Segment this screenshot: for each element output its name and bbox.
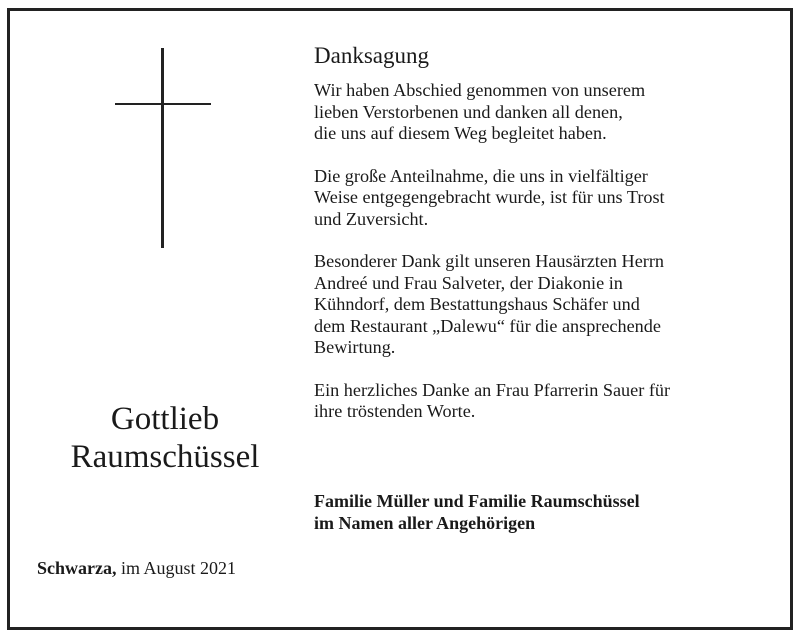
place: Schwarza, — [37, 558, 117, 578]
place-date — [37, 557, 236, 579]
paragraph-line: ihre tröstenden Worte. — [314, 401, 476, 421]
paragraph-line: Ein herzliches Danke an Frau Pfarrerin Sauer für — [314, 379, 671, 400]
paragraph-line: Die große Anteilnahme, die uns in vielfältiger — [314, 165, 648, 186]
deceased-first-name: Gottlieb — [110, 401, 220, 437]
signature-line-1: Familie Müller und Familie Raumschüssel — [314, 491, 640, 511]
paragraph-line: dem Restaurant „Dalewu“ für die ansprechende — [314, 315, 661, 336]
paragraph-line: die uns auf diesem Weg begleitet haben. — [314, 123, 607, 143]
paragraph-line: Besonderer Dank gilt unseren Hausärzten Herrn — [314, 251, 664, 271]
paragraph-line: Kühndorf, dem Bestattungshaus Schäfer und — [314, 294, 640, 314]
signature — [314, 490, 640, 534]
paragraph-3 — [314, 251, 754, 359]
paragraph-4 — [314, 380, 754, 423]
paragraph-2 — [314, 166, 754, 231]
deceased-last-name: Raumschüssel — [70, 439, 260, 475]
date: im August 2021 — [121, 558, 237, 578]
paragraph-line: und Zuversicht. — [314, 208, 429, 229]
paragraph-line: lieben Verstorbenen und danken all denen, — [314, 101, 623, 122]
paragraph-1 — [314, 80, 754, 145]
paragraph-line: Bewirtung. — [314, 337, 396, 357]
paragraph-line: Weise entgegengebracht wurde, ist für uns Trost — [314, 187, 665, 207]
cross-vertical-bar — [161, 48, 164, 248]
paragraph-line: Wir haben Abschied genommen von unserem — [314, 80, 646, 100]
paragraph-line: Andreé und Frau Salveter, der Diakonie in — [314, 272, 623, 293]
cross-horizontal-bar — [115, 103, 211, 105]
heading: Danksagung — [314, 43, 429, 68]
signature-line-2: im Namen aller Angehörigen — [314, 513, 536, 533]
thanks-text-block — [314, 42, 754, 444]
cross-icon — [115, 48, 211, 248]
deceased-name — [40, 400, 290, 476]
